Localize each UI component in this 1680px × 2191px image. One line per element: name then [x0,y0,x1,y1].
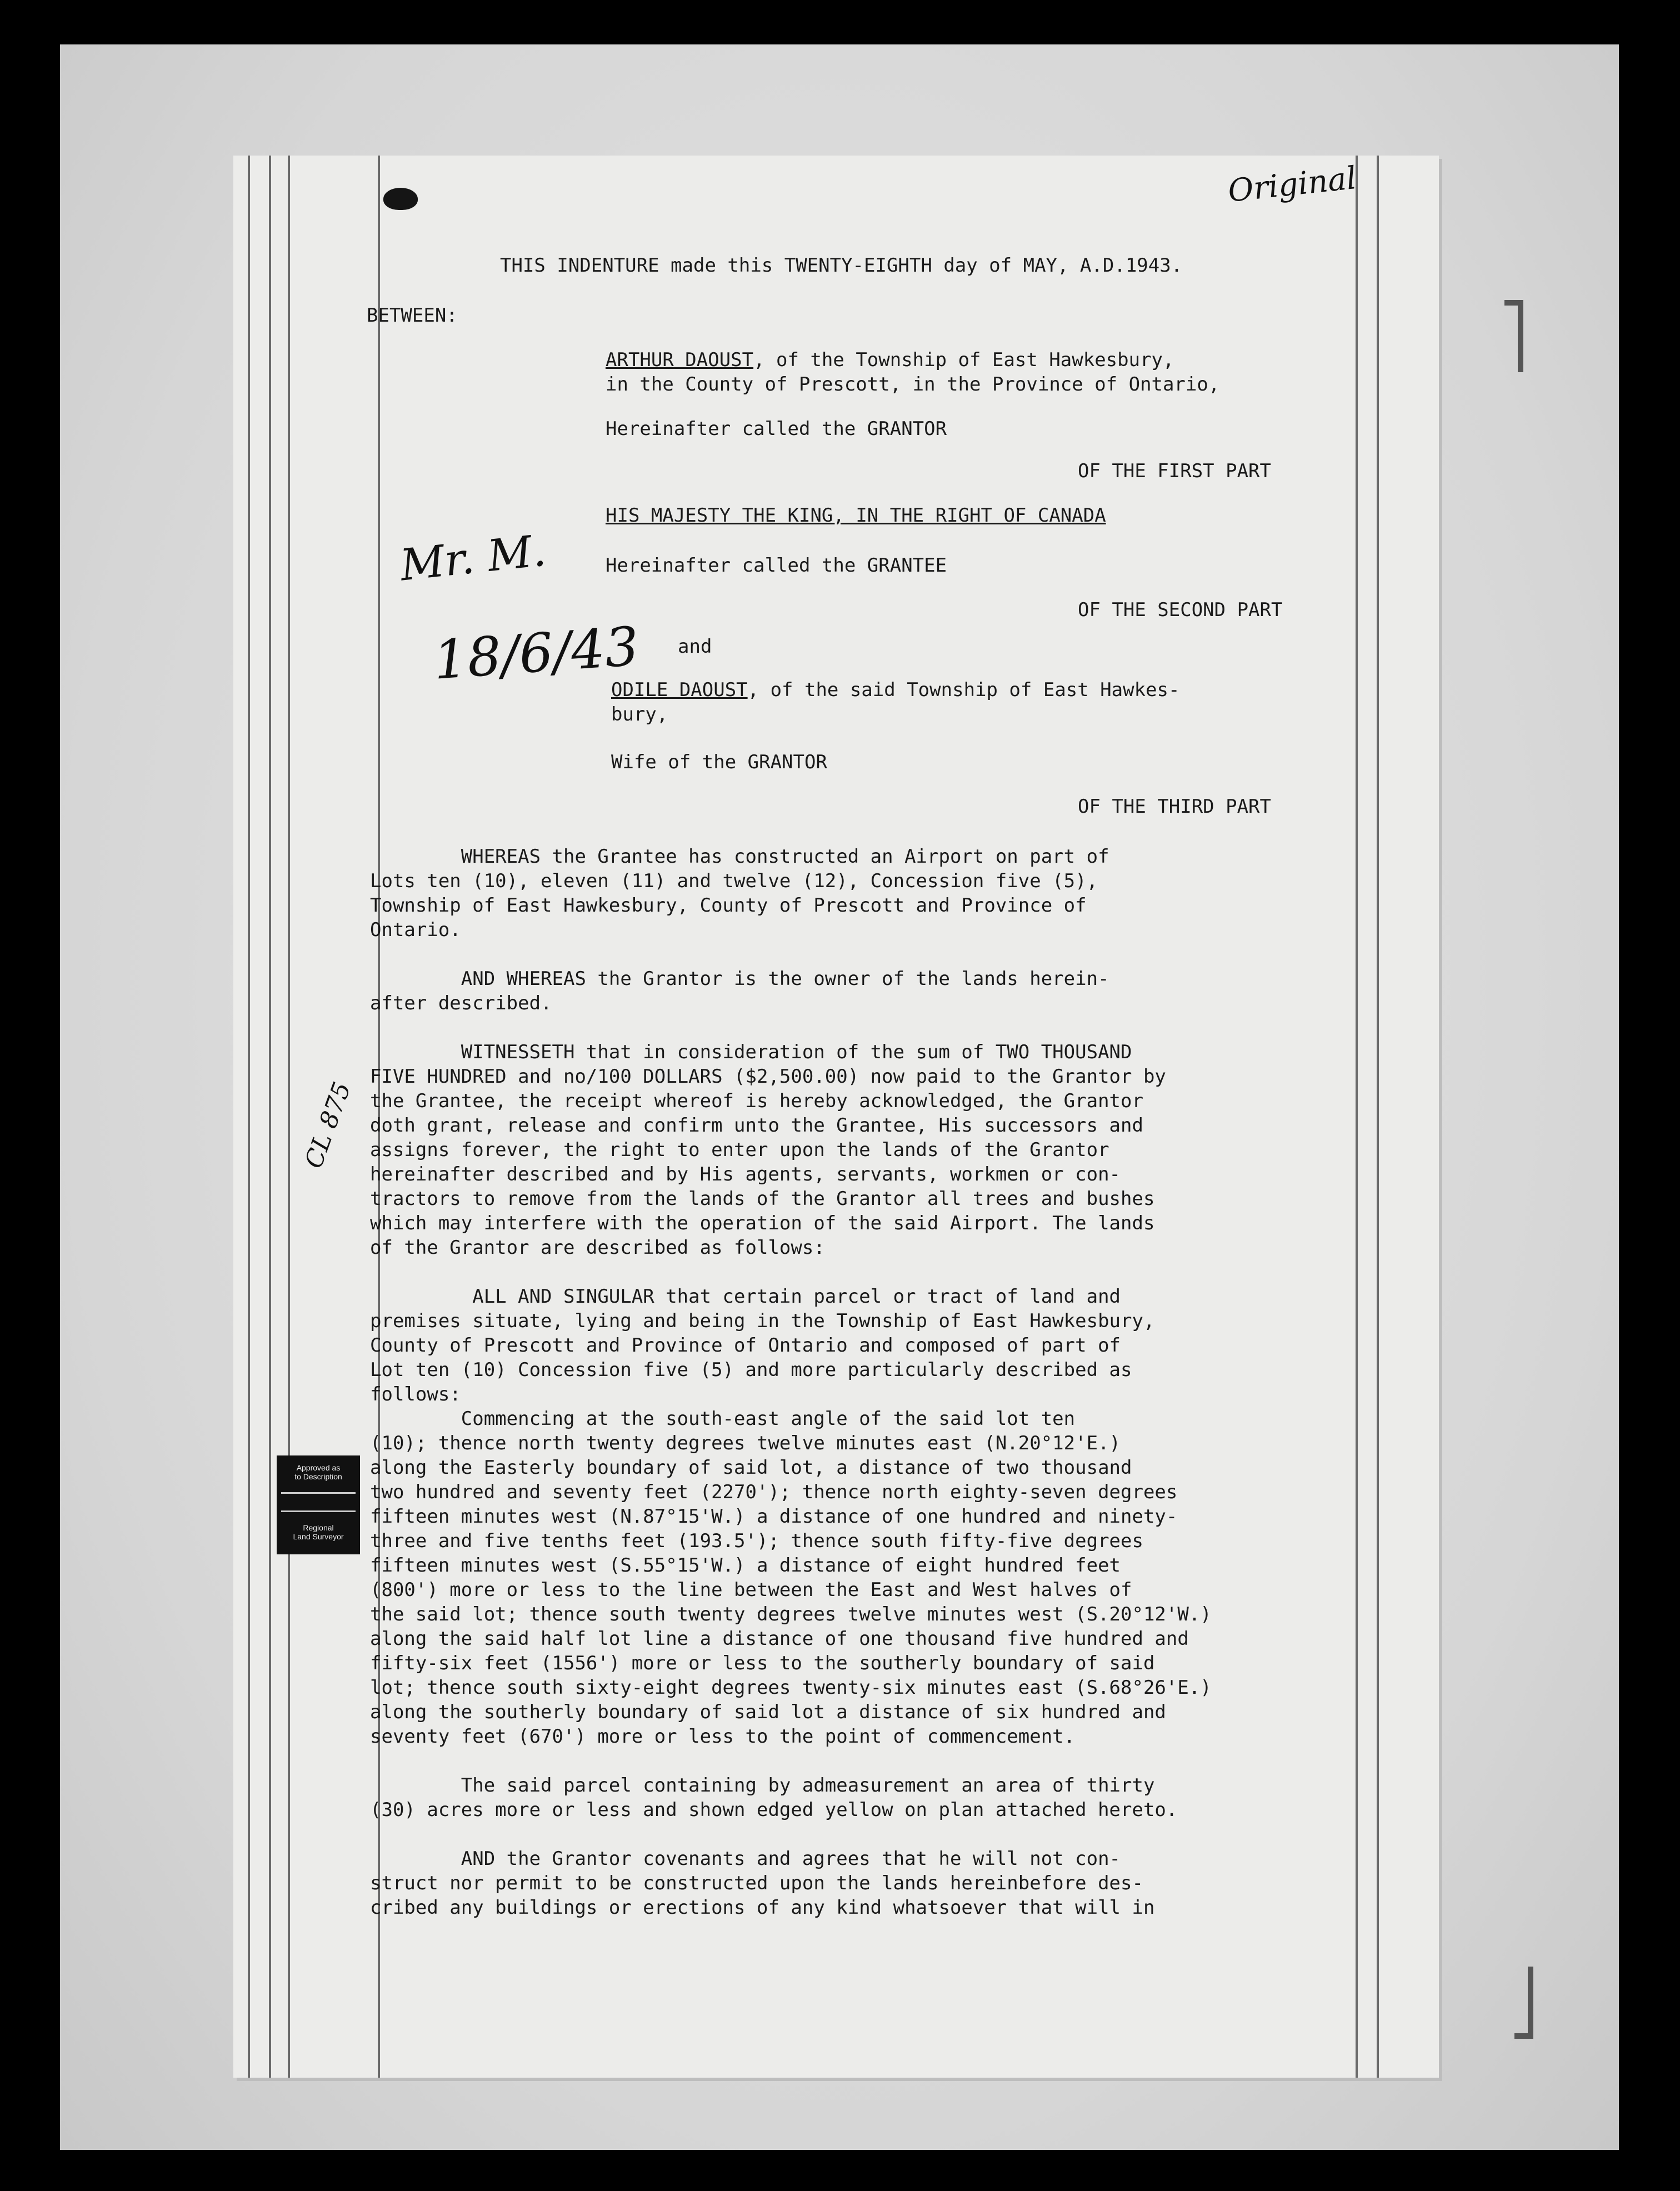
stamp-line4: Land Surveyor [293,1532,344,1541]
party3-line1 [611,678,1180,702]
crop-mark-top-right [1504,300,1523,372]
party1-part: OF THE FIRST PART [1078,460,1271,482]
crop-mark-bottom-right [1514,1967,1533,2039]
body-line: cribed any buildings or erections of any kind whatsoever that will in [370,1897,1155,1919]
body-line: of the Grantor are described as follows: [370,1237,825,1259]
party1-line1 [606,348,1174,372]
body-line: AND the Grantor covenants and agrees that he will not con- [370,1848,1121,1870]
body-line: premises situate, lying and being in the Township of East Hawkesbury, [370,1310,1155,1332]
body-line: fifteen minutes west (S.55°15'W.) a distance of eight hundred feet [370,1554,1121,1577]
body-line [370,1749,1212,1773]
margin-note: CL 875 [299,1078,357,1172]
body-line: County of Prescott and Province of Ontario and composed of part of [370,1334,1121,1357]
body-line: struct nor permit to be constructed upon the lands hereinbefore des- [370,1872,1143,1894]
body-line: assigns forever, the right to enter upon the lands of the Grantor [370,1139,1109,1161]
party3-line2: bury, [611,703,668,726]
wife-name: ODILE DAOUST [611,679,748,701]
stamp-signature [281,1492,356,1512]
handwritten-original: Original [1226,160,1358,209]
party1-line2: in the County of Prescott, in the Province of Ontario, [606,373,1220,396]
body-line [370,1822,1212,1847]
body-line: Lot ten (10) Concession five (5) and more particularly described as [370,1359,1132,1381]
body-line [370,942,1212,967]
body-line: tractors to remove from the lands of the Grantor all trees and bushes [370,1188,1155,1210]
party1-residence: , of the Township of East Hawkesbury, [753,349,1174,371]
body-line: WITNESSETH that in consideration of the sum of TWO THOUSAND [370,1041,1132,1063]
body-line: Commencing at the south-east angle of the said lot ten [370,1408,1076,1430]
party2-part: OF THE SECOND PART [1078,599,1283,621]
deed-body [370,844,1212,1920]
handwritten-initials: Mr. M. [398,526,548,591]
party3-part: OF THE THIRD PART [1078,796,1271,818]
body-line: seventy feet (670') more or less to the point of commencement. [370,1725,1076,1748]
body-line: Township of East Hawkesbury, County of Prescott and Province of [370,894,1087,917]
grantor-name: ARTHUR DAOUST [606,349,754,371]
body-line: fifty-six feet (1556') more or less to the southerly boundary of said [370,1652,1155,1674]
body-line: which may interfere with the operation of the said Airport. The lands [370,1212,1155,1234]
approval-stamp [277,1455,360,1554]
between-label: BETWEEN: [367,304,458,327]
body-line: AND WHEREAS the Grantor is the owner of the lands herein- [370,968,1109,990]
body-line [370,1260,1212,1284]
party3-called: Wife of the GRANTOR [611,751,827,773]
body-line: Ontario. [370,919,461,941]
document-page [233,156,1439,2078]
document-text [233,156,1439,2078]
body-line: two hundred and seventy feet (2270'); thence north eighty-seven degrees [370,1481,1178,1503]
handwritten-date: 18/6/43 [431,615,641,692]
body-line: along the said half lot line a distance of one thousand five hundred and [370,1628,1189,1650]
and-label: and [678,636,712,658]
body-line: along the southerly boundary of said lot a distance of six hundred and [370,1701,1166,1723]
body-line: (10); thence north twenty degrees twelve minutes east (N.20°12'E.) [370,1432,1121,1454]
party2-called: Hereinafter called the GRANTEE [606,554,947,577]
body-line: three and five tenths feet (193.5'); thence south fifty-five degrees [370,1530,1143,1552]
body-line: doth grant, release and confirm unto the Grantee, His successors and [370,1114,1143,1137]
body-line: ALL AND SINGULAR that certain parcel or tract of land and [370,1285,1121,1308]
body-line: Lots ten (10), eleven (11) and twelve (12), Concession five (5), [370,870,1098,892]
stamp-line1: Approved as [296,1463,341,1472]
body-line: The said parcel containing by admeasurement an area of thirty [370,1774,1155,1797]
stamp-line3: Regional [303,1523,334,1532]
stamp-line2: to Description [294,1472,342,1481]
body-line: WHEREAS the Grantee has constructed an Airport on part of [370,846,1109,868]
body-line: the said lot; thence south twenty degrees twelve minutes west (S.20°12'W.) [370,1603,1212,1625]
body-line: (800') more or less to the line between the East and West halves of [370,1579,1132,1601]
body-line: hereinafter described and by His agents, servants, workmen or con- [370,1163,1121,1185]
body-line: fifteen minutes west (N.87°15'W.) a distance of one hundred and ninety- [370,1505,1178,1528]
indenture-title: THIS INDENTURE made this TWENTY-EIGHTH day of MAY, A.D.1943. [500,254,1183,277]
body-line: the Grantee, the receipt whereof is hereby acknowledged, the Grantor [370,1090,1143,1112]
body-line: FIVE HUNDRED and no/100 DOLLARS ($2,500.00) now paid to the Grantor by [370,1066,1166,1088]
party1-called: Hereinafter called the GRANTOR [606,418,947,440]
body-line: along the Easterly boundary of said lot, a distance of two thousand [370,1457,1132,1479]
body-line: (30) acres more or less and shown edged yellow on plan attached hereto. [370,1799,1178,1821]
body-line: follows: [370,1383,461,1405]
body-line: after described. [370,992,552,1014]
grantee-name: HIS MAJESTY THE KING, IN THE RIGHT OF CANADA [606,504,1106,527]
body-line: lot; thence south sixty-eight degrees twenty-six minutes east (S.68°26'E.) [370,1677,1212,1699]
body-line [370,1016,1212,1040]
party3-residence: , of the said Township of East Hawkes- [747,679,1180,701]
